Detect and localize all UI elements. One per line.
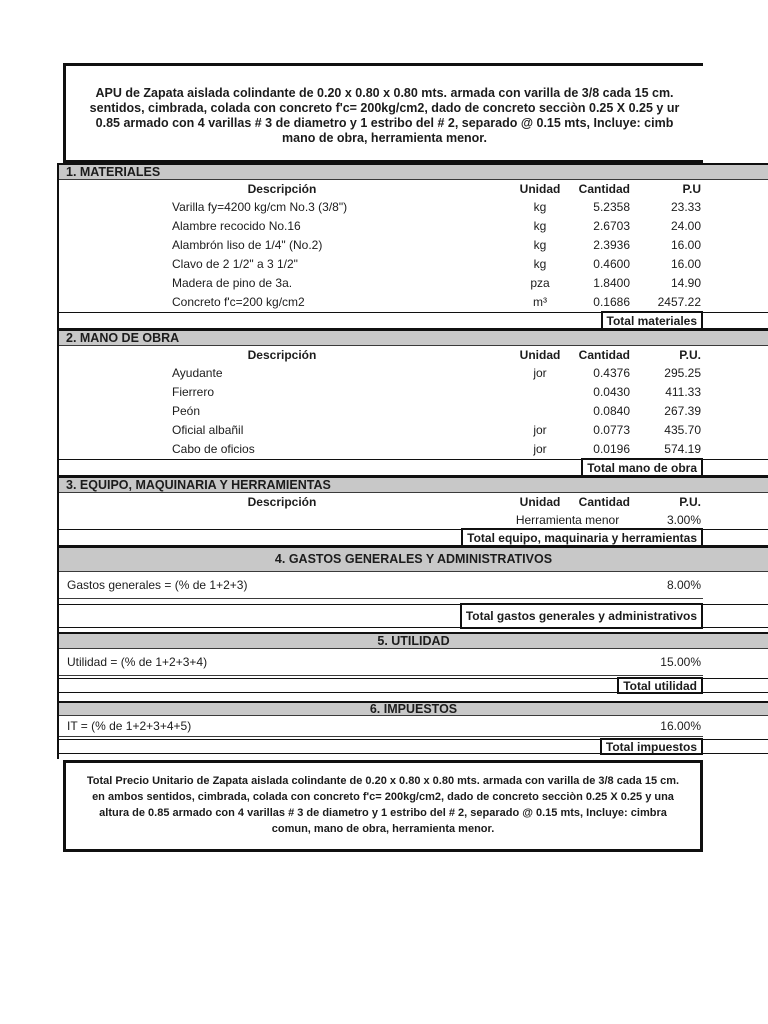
- footer-line: Total Precio Unitario de Zapata aislada colindante de 0.20 x 0.80 x 0.80 mts. armada con varilla de 3/8 cada 15 cm.: [86, 775, 680, 787]
- cell-unidad: [505, 402, 575, 421]
- column-header-unidad: Unidad: [519, 182, 561, 196]
- cell-cantidad: 1.8400: [593, 276, 630, 290]
- footer-line: altura de 0.85 armado con 4 varillas # 3 de diametro y 1 estribo del # 2, separado @ 0.15 mts, Incluye: cimbra: [99, 807, 667, 819]
- table-row: [59, 255, 703, 274]
- cell-descripcion: Alambre recocido No.16: [172, 219, 301, 233]
- column-header-descripcion: Descripción: [247, 495, 317, 509]
- cell-pu: 411.33: [665, 385, 701, 399]
- cell-unidad: m³: [533, 295, 547, 309]
- total-row-mano-de-obra: [59, 459, 768, 476]
- total-label-impuestos: Total impuestos: [600, 738, 703, 755]
- formula-row-gastos: [59, 572, 703, 599]
- cell-pu: 16.00: [670, 238, 701, 252]
- cell-pu: 2457.22: [657, 295, 701, 309]
- cell-pu: 24.00: [670, 219, 701, 233]
- cell-descripcion: [59, 511, 505, 529]
- formula-label: Gastos generales = (% de 1+2+3): [67, 578, 248, 592]
- title-box: [63, 63, 703, 163]
- cell-unidad: kg: [533, 219, 547, 233]
- cell-pu: 435.70: [664, 423, 701, 437]
- section-heading-equipo: 3. EQUIPO, MAQUINARIA Y HERRAMIENTAS: [59, 476, 768, 493]
- formula-row-utilidad: [59, 649, 703, 676]
- cell-unidad: kg: [533, 257, 547, 271]
- column-header-cantidad: Cantidad: [578, 495, 630, 509]
- column-header-row: [59, 180, 703, 198]
- column-header-cantidad: Cantidad: [578, 182, 630, 196]
- cell-unidad: jor: [533, 366, 547, 380]
- column-header-pu: P.U.: [679, 348, 701, 362]
- column-header-unidad: Unidad: [519, 348, 561, 362]
- cell-cantidad: 2.3936: [593, 238, 630, 252]
- percent-value: 8.00%: [666, 578, 701, 592]
- cell-pu: 14.90: [670, 276, 701, 290]
- table-row: [59, 440, 703, 459]
- total-label-materiales: Total materiales: [601, 311, 703, 330]
- column-header-pu: P.U: [682, 182, 701, 196]
- cell-cantidad: 0.4376: [593, 366, 630, 380]
- spreadsheet-print-area: [57, 63, 768, 852]
- cell-unidad: pza: [530, 276, 550, 290]
- table-row: [59, 383, 703, 402]
- cell-pu: 267.39: [664, 404, 701, 418]
- apu-table-region: [57, 163, 768, 759]
- column-header-row: [59, 346, 703, 364]
- cell-pu: 16.00: [670, 257, 701, 271]
- total-label-gastos: Total gastos generales y administrativos: [460, 603, 703, 629]
- cell-descripcion: Clavo de 2 1/2" a 3 1/2": [172, 257, 298, 271]
- table-row: [59, 236, 703, 255]
- cell-pu: 3.00%: [666, 513, 701, 527]
- cell-unidad: [505, 383, 575, 402]
- section-heading-gastos: 4. GASTOS GENERALES Y ADMINISTRATIVOS: [59, 546, 768, 572]
- total-label-equipo: Total equipo, maquinaria y herramientas: [461, 528, 703, 547]
- cell-cantidad: 0.4600: [593, 257, 630, 271]
- section-heading-utilidad: 5. UTILIDAD: [59, 632, 768, 649]
- total-row-gastos: [59, 604, 768, 628]
- cell-unidad: jor: [533, 423, 547, 437]
- cell-herramienta-menor: Herramienta menor: [515, 513, 620, 527]
- cell-cantidad: 0.0196: [593, 442, 630, 456]
- title-line: sentidos, cimbrada, colada con concreto f'c= 200kg/cm2, dado de concreto secciòn 0.25 X 0.25 y ur: [89, 101, 680, 115]
- footer-line: en ambos sentidos, cimbrada, colada con concreto f'c= 200kg/cm2, dado de concreto secciòn 0.25 X 0.25 y una: [92, 791, 674, 803]
- column-header-descripcion: Descripción: [247, 182, 317, 196]
- title-line: APU de Zapata aislada colindante de 0.20 x 0.80 x 0.80 mts. armada con varilla de 3/8 cada 15 cm.: [95, 86, 674, 100]
- formula-label: Utilidad = (% de 1+2+3+4): [67, 655, 208, 669]
- column-header-row: [59, 493, 703, 511]
- cell-unidad: kg: [533, 238, 547, 252]
- cell-cantidad: 0.0773: [593, 423, 630, 437]
- title-line: mano de obra, herramienta menor.: [282, 131, 487, 145]
- cell-descripcion: Peón: [172, 404, 201, 418]
- footer-line: comun, mano de obra, herramienta menor.: [271, 823, 495, 835]
- column-header-descripcion: Descripción: [247, 348, 317, 362]
- table-row: [59, 511, 703, 529]
- cell-unidad: jor: [533, 442, 547, 456]
- cell-descripcion: Cabo de oficios: [172, 442, 255, 456]
- percent-value: 16.00%: [660, 719, 701, 733]
- cell-descripcion: Varilla fy=4200 kg/cm No.3 (3/8"): [172, 200, 348, 214]
- formula-row-impuestos: [59, 716, 703, 737]
- column-header-unidad: Unidad: [519, 495, 561, 509]
- total-label-mano-de-obra: Total mano de obra: [581, 458, 703, 477]
- table-row: [59, 217, 703, 236]
- cell-pu: 23.33: [670, 200, 701, 214]
- table-row: [59, 402, 703, 421]
- section-heading-materiales: 1. MATERIALES: [59, 163, 768, 180]
- cell-descripcion: Alambrón liso de 1/4" (No.2): [172, 238, 323, 252]
- cell-cantidad: 0.1686: [593, 295, 630, 309]
- table-row: [59, 364, 703, 383]
- cell-descripcion: Fierrero: [172, 385, 215, 399]
- cell-unidad: kg: [533, 200, 547, 214]
- formula-label: IT = (% de 1+2+3+4+5): [67, 719, 192, 733]
- section-heading-impuestos: 6. IMPUESTOS: [59, 701, 768, 716]
- cell-pu: 295.25: [664, 366, 701, 380]
- column-header-pu: P.U.: [679, 495, 701, 509]
- percent-value: 15.00%: [660, 655, 701, 669]
- cell-descripcion: Madera de pino de 3a.: [172, 276, 293, 290]
- total-row-utilidad: [59, 678, 768, 693]
- cell-pu: 574.19: [664, 442, 701, 456]
- column-header-cantidad: Cantidad: [578, 348, 630, 362]
- cell-cantidad: 0.0840: [593, 404, 630, 418]
- total-row-equipo: [59, 529, 768, 546]
- section-heading-mano-de-obra: 2. MANO DE OBRA: [59, 329, 768, 346]
- title-line: 0.85 armado con 4 varillas # 3 de diametro y 1 estribo del # 2, separado @ 0.15 mts, Incluye: cimb: [95, 116, 674, 130]
- table-row: [59, 274, 703, 293]
- cell-cantidad: 0.0430: [593, 385, 630, 399]
- total-precio-unitario-box: [63, 760, 703, 852]
- table-row: [59, 421, 703, 440]
- cell-descripcion: Ayudante: [172, 366, 223, 380]
- table-row: [59, 293, 703, 312]
- cell-cantidad: 2.6703: [593, 219, 630, 233]
- cell-descripcion: Concreto f'c=200 kg/cm2: [172, 295, 305, 309]
- cell-cantidad: 5.2358: [593, 200, 630, 214]
- total-row-materiales: [59, 312, 768, 329]
- total-row-impuestos: [59, 739, 768, 754]
- table-row: [59, 198, 703, 217]
- cell-descripcion: Oficial albañil: [172, 423, 244, 437]
- total-label-utilidad: Total utilidad: [617, 677, 703, 694]
